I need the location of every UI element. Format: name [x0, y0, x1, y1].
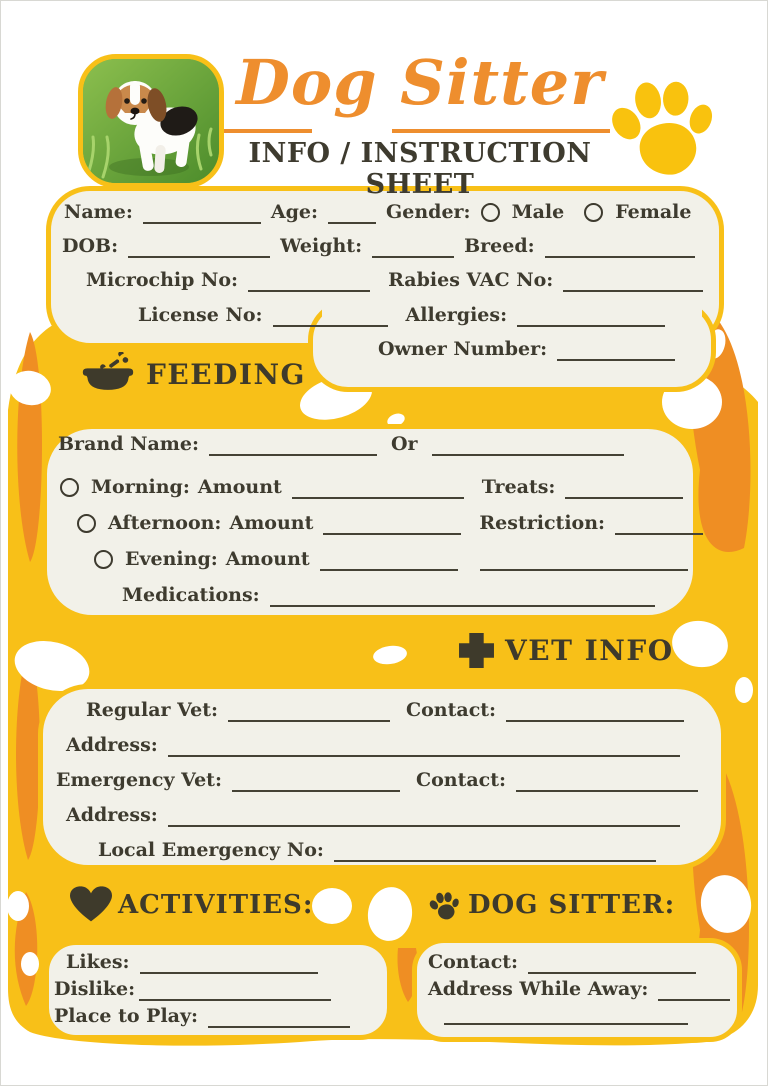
restriction-cont-field-line[interactable] [480, 554, 688, 571]
female-label: Female [615, 201, 692, 223]
emergency-address-label: Address: [66, 804, 158, 826]
sitter-contact-label: Contact: [428, 951, 519, 973]
heart-icon [70, 886, 112, 924]
microchip-label: Microchip No: [86, 269, 239, 291]
vet-section-header [458, 632, 674, 669]
feeding-section-header [80, 352, 306, 396]
puppy-illustration [83, 59, 219, 183]
medications-label: Medications: [122, 584, 260, 606]
address-while-away-field-line[interactable] [658, 984, 730, 1001]
morning-label: Morning: [91, 476, 190, 498]
dog-bowl-icon [80, 352, 136, 396]
or-label: Or [390, 433, 418, 455]
sitter-section-header [428, 888, 675, 922]
dob-field-line[interactable] [128, 241, 270, 258]
name-label: Name: [64, 201, 133, 223]
afternoon-amount-field-line[interactable] [323, 518, 461, 535]
activities-heading: ACTIVITIES: [118, 890, 314, 920]
evening-amount-label: Amount [225, 548, 310, 570]
likes-label: Likes: [66, 951, 130, 973]
emergency-contact-label: Contact: [415, 769, 507, 791]
page-title: Dog Sitter [236, 46, 604, 119]
restriction-field-line[interactable] [615, 518, 703, 535]
treats-field-line[interactable] [565, 482, 683, 499]
microchip-field-line[interactable] [248, 275, 370, 292]
weight-field-line[interactable] [372, 241, 454, 258]
morning-amount-field-line[interactable] [292, 482, 464, 499]
regular-vet-label: Regular Vet: [86, 699, 219, 721]
rabies-label: Rabies VAC No: [388, 269, 554, 291]
rabies-field-line[interactable] [563, 275, 703, 292]
license-label: License No: [138, 304, 263, 326]
title-underline-right [392, 129, 610, 133]
owner-number-label: Owner Number: [378, 338, 548, 360]
dog-photo [78, 54, 224, 188]
name-field-line[interactable] [143, 207, 261, 224]
sitter-contact-field-line[interactable] [528, 957, 696, 974]
male-label: Male [511, 201, 565, 223]
brand-name-label: Brand Name: [58, 433, 199, 455]
page-subtitle: INFO / INSTRUCTION SHEET [248, 138, 592, 200]
regular-vet-field-line[interactable] [228, 705, 390, 722]
place-to-play-field-line[interactable] [208, 1011, 350, 1028]
dislike-field-line[interactable] [139, 984, 331, 1001]
feeding-heading: FEEDING [146, 357, 306, 391]
activities-section-header [70, 886, 313, 924]
medications-field-line[interactable] [270, 590, 655, 607]
local-emergency-field-line[interactable] [334, 845, 656, 862]
regular-contact-field-line[interactable] [506, 705, 684, 722]
address-while-away-cont-field-line[interactable] [444, 1008, 688, 1025]
restriction-label: Restriction: [479, 512, 606, 534]
vet-heading: VET INFO [505, 634, 674, 667]
emergency-vet-field-line[interactable] [232, 775, 400, 792]
afternoon-radio[interactable] [77, 514, 96, 533]
address-while-away-label: Address While Away: [428, 978, 649, 1000]
female-radio[interactable] [584, 203, 603, 222]
dislike-label: Dislike: [54, 978, 136, 1000]
emergency-address-field-line[interactable] [168, 810, 680, 827]
emergency-vet-label: Emergency Vet: [56, 769, 222, 791]
gender-label: Gender: [386, 201, 471, 223]
afternoon-label: Afternoon: [108, 512, 222, 534]
brand-alt-field-line[interactable] [432, 439, 624, 456]
sitter-heading: DOG SITTER: [468, 890, 676, 920]
treats-label: Treats: [481, 476, 556, 498]
owner-number-field-line[interactable] [557, 344, 675, 361]
medical-cross-icon [458, 632, 495, 669]
afternoon-amount-label: Amount [229, 512, 314, 534]
local-emergency-label: Local Emergency No: [98, 839, 324, 861]
allergies-field-line[interactable] [517, 310, 665, 327]
age-label: Age: [270, 201, 319, 223]
morning-amount-label: Amount [197, 476, 282, 498]
breed-label: Breed: [464, 235, 535, 257]
weight-label: Weight: [280, 235, 363, 257]
evening-radio[interactable] [94, 550, 113, 569]
place-to-play-label: Place to Play: [54, 1005, 199, 1027]
regular-contact-label: Contact: [406, 699, 497, 721]
vet-address-field-line[interactable] [168, 740, 680, 757]
male-radio[interactable] [481, 203, 500, 222]
age-field-line[interactable] [328, 207, 376, 224]
brand-name-field-line[interactable] [209, 439, 377, 456]
emergency-contact-field-line[interactable] [516, 775, 698, 792]
dob-label: DOB: [62, 235, 119, 257]
vet-address-label: Address: [66, 734, 158, 756]
evening-amount-field-line[interactable] [320, 554, 458, 571]
license-field-line[interactable] [273, 310, 388, 327]
allergies-label: Allergies: [405, 304, 508, 326]
evening-label: Evening: [125, 548, 218, 570]
breed-field-line[interactable] [545, 241, 695, 258]
morning-radio[interactable] [60, 478, 79, 497]
paw-icon [425, 885, 463, 925]
paw-icon [599, 58, 724, 193]
likes-field-line[interactable] [140, 957, 318, 974]
